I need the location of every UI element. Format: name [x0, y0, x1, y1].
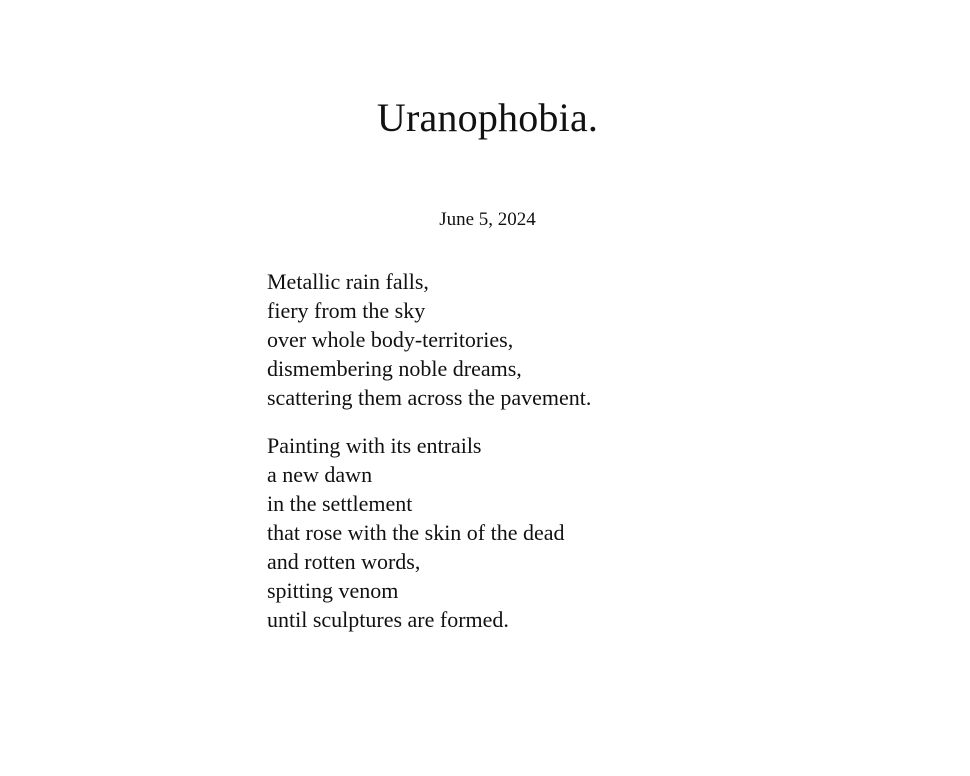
- poem-line: in the settlement: [267, 491, 413, 516]
- poem-line: a new dawn: [267, 462, 373, 487]
- poem-line: that rose with the skin of the dead: [267, 520, 565, 545]
- poem-line: Metallic rain falls,: [267, 269, 429, 294]
- poem-body: [267, 267, 591, 634]
- poem-line: scattering them across the pavement.: [267, 385, 592, 410]
- stanza: [267, 431, 591, 634]
- poem-line: fiery from the sky: [267, 298, 426, 323]
- poem-title: Uranophobia.: [376, 95, 599, 140]
- stanza: [267, 267, 591, 412]
- poem-line: until sculptures are formed.: [267, 607, 509, 632]
- poem-line: spitting venom: [267, 578, 399, 603]
- poem-line: over whole body-territories,: [267, 327, 514, 352]
- poem-line: and rotten words,: [267, 549, 421, 574]
- poem-line: dismembering noble dreams,: [267, 356, 522, 381]
- poem-line: Painting with its entrails: [267, 433, 482, 458]
- poem-date: June 5, 2024: [439, 209, 536, 230]
